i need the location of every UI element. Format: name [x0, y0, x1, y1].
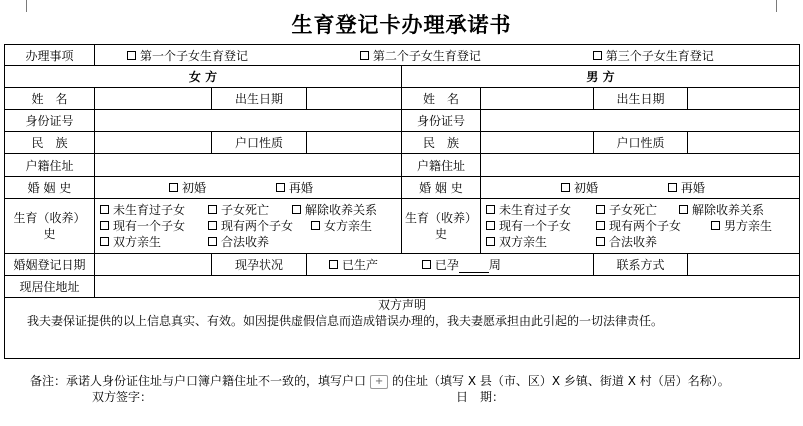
- checkbox-icon[interactable]: [100, 205, 109, 214]
- female-one-child-option[interactable]: 现有一个子女: [100, 218, 208, 234]
- marriage-date-label: 婚姻登记日期: [5, 254, 95, 276]
- female-legal-adoption-option[interactable]: 合法收养: [208, 234, 269, 250]
- checkbox-icon[interactable]: [596, 237, 605, 246]
- male-ethnicity-field[interactable]: [481, 132, 594, 154]
- female-fertility-history-label: 生育（收养） 史: [5, 199, 95, 254]
- checkbox-icon[interactable]: [127, 51, 136, 60]
- female-biological-option[interactable]: 女方亲生: [311, 218, 372, 234]
- female-hukou-address-label: 户籍住址: [5, 154, 95, 177]
- party-header-row: [5, 66, 800, 88]
- female-first-marriage-option[interactable]: 初婚: [169, 179, 206, 196]
- male-first-marriage-option[interactable]: 初婚: [561, 179, 598, 196]
- male-fertility-history-label: 生育（收养） 史: [402, 199, 481, 254]
- male-id-label: 身份证号: [402, 110, 481, 132]
- male-both-biological-option[interactable]: 双方亲生: [486, 234, 596, 250]
- male-name-label: 姓 名: [402, 88, 481, 110]
- female-marriage-history-label: 婚 姻 史: [5, 177, 95, 199]
- declaration-row: [5, 298, 800, 359]
- female-name-label: 姓 名: [5, 88, 95, 110]
- fertility-history-row: [5, 199, 800, 254]
- female-id-field[interactable]: [95, 110, 402, 132]
- add-icon[interactable]: +: [370, 375, 388, 389]
- checkbox-icon[interactable]: [711, 221, 720, 230]
- female-remarriage-option[interactable]: 再婚: [276, 179, 313, 196]
- checkbox-icon[interactable]: [593, 51, 602, 60]
- male-one-child-option[interactable]: 现有一个子女: [486, 218, 596, 234]
- current-address-field[interactable]: [95, 276, 800, 298]
- marriage-date-row: [5, 254, 800, 276]
- id-row: [5, 110, 800, 132]
- female-hukou-type-label: 户口性质: [212, 132, 307, 154]
- male-child-deceased-option[interactable]: 子女死亡: [596, 202, 679, 218]
- second-child-option[interactable]: 第二个子女生育登记: [360, 47, 481, 64]
- pregnancy-status-options: [307, 254, 594, 276]
- contact-field[interactable]: [688, 254, 800, 276]
- checkbox-icon[interactable]: [311, 221, 320, 230]
- delivered-option[interactable]: 已生产: [329, 256, 378, 273]
- registration-form-table: [4, 44, 800, 359]
- female-hukou-type-field[interactable]: [307, 132, 402, 154]
- female-no-children-option[interactable]: 未生育过子女: [100, 202, 208, 218]
- female-child-deceased-option[interactable]: 子女死亡: [208, 202, 292, 218]
- female-both-biological-option[interactable]: 双方亲生: [100, 234, 208, 250]
- checkbox-icon[interactable]: [276, 183, 285, 192]
- female-name-field[interactable]: [95, 88, 212, 110]
- male-name-field[interactable]: [481, 88, 594, 110]
- male-ethnicity-label: 民 族: [402, 132, 481, 154]
- checkbox-icon[interactable]: [486, 205, 495, 214]
- male-hukou-address-label: 户籍住址: [402, 154, 481, 177]
- checkbox-icon[interactable]: [596, 205, 605, 214]
- name-row: [5, 88, 800, 110]
- female-two-children-option[interactable]: 现有两个子女: [208, 218, 311, 234]
- current-address-label: 现居住地址: [5, 276, 95, 298]
- checkbox-icon[interactable]: [486, 237, 495, 246]
- third-child-option[interactable]: 第三个子女生育登记: [593, 47, 714, 64]
- male-adoption-dissolved-option[interactable]: 解除收养关系: [679, 202, 764, 218]
- female-birth-date-label: 出生日期: [212, 88, 307, 110]
- matters-options: [95, 45, 800, 66]
- checkbox-icon[interactable]: [596, 221, 605, 230]
- contact-label: 联系方式: [594, 254, 688, 276]
- hukou-address-row: [5, 154, 800, 177]
- checkbox-icon[interactable]: [208, 237, 217, 246]
- female-marriage-options: [95, 177, 402, 199]
- male-marriage-options: [481, 177, 800, 199]
- female-fertility-options: [95, 199, 402, 254]
- male-fertility-options: [481, 199, 800, 254]
- male-two-children-option[interactable]: 现有两个子女: [596, 218, 711, 234]
- female-adoption-dissolved-option[interactable]: 解除收养关系: [292, 202, 377, 218]
- declaration-title: 双方声明: [378, 298, 427, 312]
- male-no-children-option[interactable]: 未生育过子女: [486, 202, 596, 218]
- checkbox-icon[interactable]: [422, 260, 431, 269]
- matters-row: [5, 45, 800, 66]
- checkbox-icon[interactable]: [208, 205, 217, 214]
- ethnicity-row: [5, 132, 800, 154]
- signature-label: 双方签字：: [92, 390, 153, 404]
- male-id-field[interactable]: [481, 110, 800, 132]
- female-ethnicity-field[interactable]: [95, 132, 212, 154]
- female-party-header: 女 方: [5, 66, 402, 88]
- female-ethnicity-label: 民 族: [5, 132, 95, 154]
- checkbox-icon[interactable]: [360, 51, 369, 60]
- footnote: 备注：承诺人身份证住址与户口簿户籍住址不一致的，填写户口 + 的住址（填写 X 县（市、区）X 乡镇、街道 X 村（居）名称）。: [30, 374, 730, 388]
- female-hukou-address-field[interactable]: [95, 154, 402, 177]
- marriage-history-row: [5, 177, 800, 199]
- pregnancy-status-label: 现孕状况: [212, 254, 307, 276]
- male-party-header: 男 方: [402, 66, 800, 88]
- checkbox-icon[interactable]: [208, 221, 217, 230]
- female-id-label: 身份证号: [5, 110, 95, 132]
- checkbox-icon[interactable]: [100, 237, 109, 246]
- male-hukou-type-field[interactable]: [688, 132, 800, 154]
- checkbox-icon[interactable]: [561, 183, 570, 192]
- checkbox-icon[interactable]: [169, 183, 178, 192]
- current-address-row: [5, 276, 800, 298]
- pregnancy-weeks-field[interactable]: [459, 260, 489, 273]
- pregnant-option[interactable]: 已孕 周: [422, 256, 501, 273]
- marriage-date-field[interactable]: [95, 254, 212, 276]
- male-birth-date-field[interactable]: [688, 88, 800, 110]
- male-hukou-address-field[interactable]: [481, 154, 800, 177]
- first-child-option[interactable]: 第一个子女生育登记: [127, 47, 248, 64]
- checkbox-icon[interactable]: [486, 221, 495, 230]
- male-marriage-history-label: 婚 姻 史: [402, 177, 481, 199]
- checkbox-icon[interactable]: [679, 205, 688, 214]
- matters-label: 办理事项: [5, 45, 95, 66]
- checkbox-icon[interactable]: [100, 221, 109, 230]
- checkbox-icon[interactable]: [329, 260, 338, 269]
- female-birth-date-field[interactable]: [307, 88, 402, 110]
- date-label: 日 期：: [456, 390, 505, 404]
- male-biological-option[interactable]: 男方亲生: [711, 218, 772, 234]
- checkbox-icon[interactable]: [668, 183, 677, 192]
- male-hukou-type-label: 户口性质: [594, 132, 688, 154]
- male-legal-adoption-option[interactable]: 合法收养: [596, 234, 657, 250]
- document-title: 生育登记卡办理承诺书: [291, 12, 512, 37]
- declaration-block: [5, 298, 800, 359]
- checkbox-icon[interactable]: [292, 205, 301, 214]
- male-remarriage-option[interactable]: 再婚: [668, 179, 705, 196]
- declaration-text: 我夫妻保证提供的以上信息真实、有效。如因提供虚假信息而造成错误办理的，我夫妻愿承担由此引起的一切法律责任。: [27, 314, 664, 328]
- male-birth-date-label: 出生日期: [594, 88, 688, 110]
